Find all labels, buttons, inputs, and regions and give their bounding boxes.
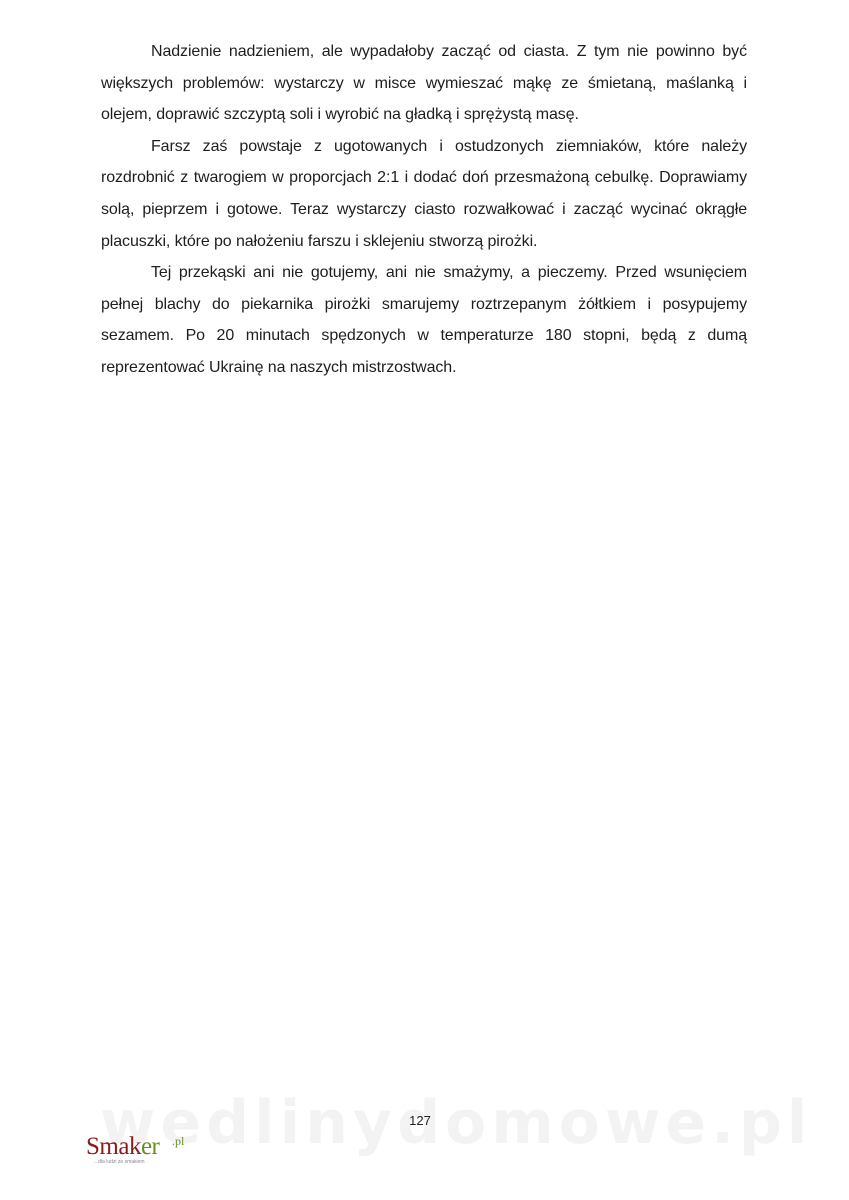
logo-tagline: ...dla ludzi ze smakiem (94, 1159, 145, 1165)
logo-text-er: er (140, 1133, 160, 1160)
logo-wordmark (86, 1133, 159, 1161)
page-number: 127 (409, 1113, 431, 1128)
smaker-logo (86, 1133, 196, 1173)
body-text (101, 36, 747, 384)
paragraph: Tej przekąski ani nie gotujemy, ani nie smażymy, a pieczemy. Przed wsunięciem pełnej blachy do piekarnika pirożki smarujemy roztrzepanym żółtkiem i posypujemy sezamem. Po 20 minutach spędzonych w temperaturze 180 stopni, będą z dumą reprezentować Ukrainę na naszych mistrzostwach. (101, 264, 747, 376)
paragraph: Nadzienie nadzieniem, ale wypadałoby zacząć od ciasta. Z tym nie powinno być większych problemów: wystarczy w misce wymieszać mąkę ze śmietaną, maślanką i olejem, doprawić szczyptą soli i wyrobić na gładką i sprężystą masę. (101, 43, 747, 124)
logo-suffix: .pl (172, 1134, 185, 1148)
logo-text-smak: Smak (86, 1133, 141, 1160)
paragraph: Farsz zaś powstaje z ugotowanych i ostudzonych ziemniaków, które należy rozdrobnić z twarogiem w proporcjach 2:1 i dodać doń przesmażoną cebulkę. Doprawiamy solą, pieprzem i gotowe. Teraz wystarczy ciasto rozwałkować i zacząć wycinać okrągłe placuszki, które po nałożeniu farszu i sklejeniu stworzą pirożki. (101, 137, 747, 250)
